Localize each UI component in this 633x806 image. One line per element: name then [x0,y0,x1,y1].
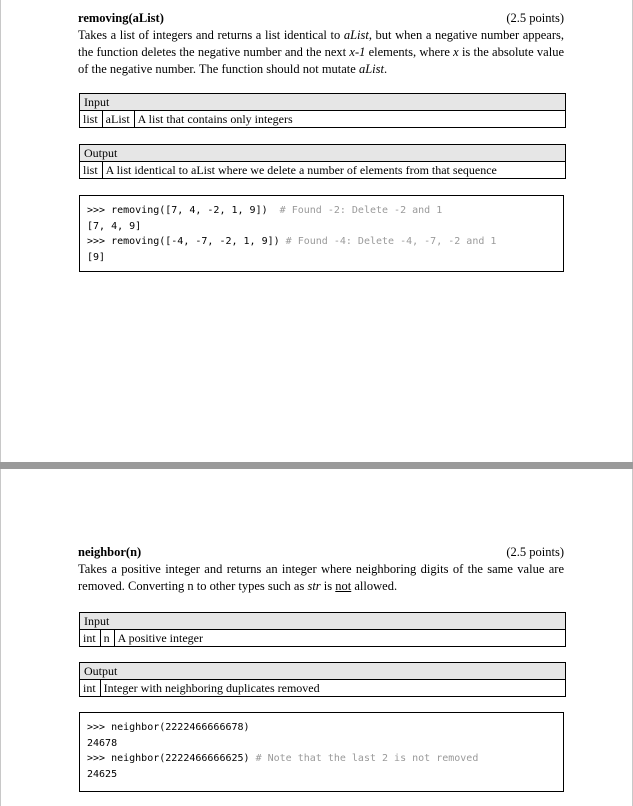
input-table-row [80,111,565,127]
description-segment: x [453,45,459,59]
output-type-cell: list [80,162,103,178]
code-text: >>> removing([-4, -7, -2, 1, 9]) [87,236,280,247]
output-table-header: Output [80,663,565,680]
problem2-examples-box [79,712,564,792]
description-segment: not [335,579,352,593]
description-segment: allowed. [351,579,398,593]
input-param-cell: n [101,630,115,646]
problem1-output-table [79,144,566,179]
description-segment: elements, where [365,45,454,59]
code-line [87,751,563,767]
code-comment: # Note that the last 2 is not removed [249,753,479,764]
problem1-title-row [78,11,564,26]
code-comment: # Found -2: Delete -2 and 1 [267,205,443,216]
code-text: 24625 [87,768,118,780]
problem1-input-table [79,93,566,128]
problem1-examples-box [79,195,564,272]
output-table-row [80,162,565,178]
code-text: >>> removing([7, 4, -2, 1, 9]) [87,205,268,216]
problem1-function-name: removing(aList) [78,11,164,25]
page-2 [0,469,633,806]
code-line [87,234,563,250]
output-desc-cell: A list identical to aList where we delete a number of elements from that sequence [105,163,497,177]
code-text: [9] [87,251,106,263]
code-text: >>> neighbor(2222466666678) [87,722,250,733]
description-segment: is [320,579,336,593]
output-table-header: Output [80,145,565,162]
page-separator [0,462,633,469]
description-segment: , but when a negative number appears, the function deletes the negative number and the next [78,28,565,59]
code-line [87,250,563,266]
description-segment: Takes a list of integers and returns a list identical to [78,28,344,42]
code-line [87,720,563,736]
problem2-input-table [79,612,566,647]
description-segment: x-1 [349,45,366,59]
code-text: 24678 [87,737,118,749]
description-segment: is the absolute value of the negative number. The function should not mutate [78,45,564,76]
problem1-points: (2.5 points) [506,11,564,25]
problem2-title-row [78,545,564,560]
description-segment: Takes a positive integer and returns an integer where neighboring digits of the same value are removed. Converting n to other types such as [78,562,564,593]
input-table-row [80,630,565,646]
code-comment: # Found -4: Delete -4, -7, -2 and 1 [279,236,497,247]
description-segment: aList [343,28,369,42]
problem2-output-table [79,662,566,697]
output-type-cell: int [80,680,101,696]
input-type-cell: list [80,111,103,127]
problem2-description [78,561,564,595]
input-table-header: Input [80,94,565,111]
description-segment: . [383,62,388,76]
output-table-row [80,680,565,696]
output-desc-cell: Integer with neighboring duplicates removed [103,681,320,695]
input-table-header: Input [80,613,565,630]
code-line [87,767,563,783]
input-desc-cell: A positive integer [117,631,203,645]
problem2-function-name: neighbor(n) [78,545,142,559]
input-desc-cell: A list that contains only integers [137,112,293,126]
code-line [87,203,563,219]
input-param-cell: aList [103,111,135,127]
problem2-points: (2.5 points) [506,545,564,559]
description-segment: aList [358,62,384,76]
code-text: >>> neighbor(2222466666625) [87,753,250,764]
code-text: [7, 4, 9] [87,220,142,232]
problem1-description [78,27,564,78]
input-type-cell: int [80,630,101,646]
description-segment: str [307,579,321,593]
code-line [87,736,563,752]
code-line [87,219,563,235]
